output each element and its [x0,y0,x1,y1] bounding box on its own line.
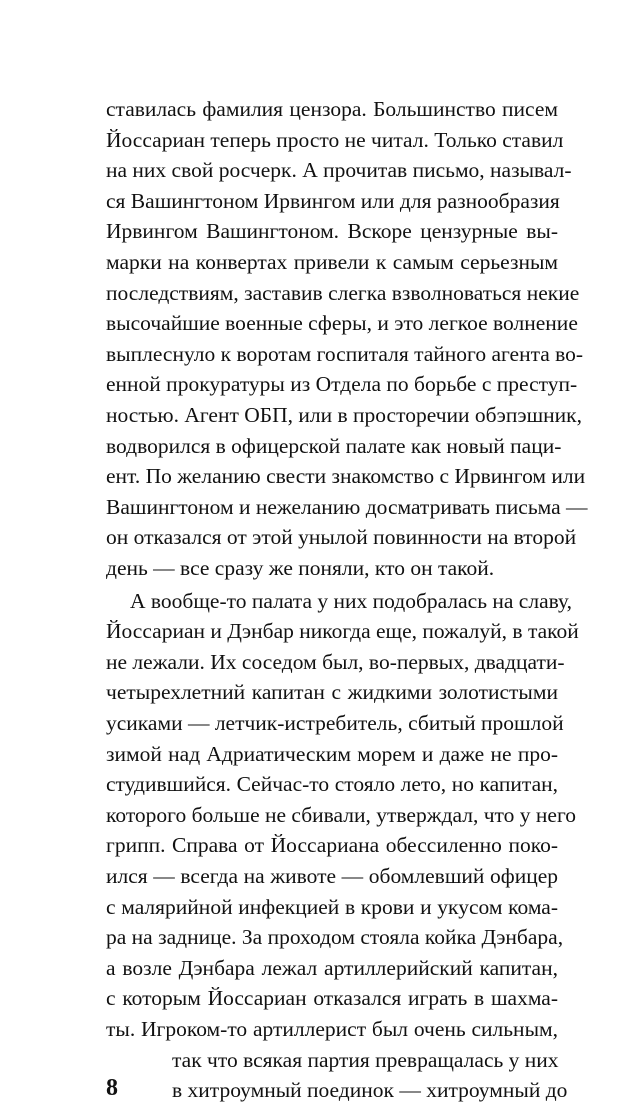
text-line: ра на заднице. За проходом стояла койка Дэнбара, [106,925,564,949]
text-line: ставилась фамилия цензора. Большинство писем [106,97,558,121]
text-line: грипп. Справа от Йоссариана обессиленно поко- [106,833,558,857]
text-line: Вашингтоном и нежеланию досматривать письма — [106,495,588,519]
text-line: которого больше не сбивали, утверждал, что у него [106,803,576,827]
page-number: 8 [106,1075,118,1101]
text-line: с малярийной инфекцией в крови и укусом кома- [106,895,558,919]
text-line: енной прокуратуры из Отдела по борьбе с преступ- [106,372,578,396]
text-line-tail: в хитроумный поединок — хитроумный до [172,1078,568,1102]
text-line: последствиям, заставив слегка взволноваться некие [106,281,580,305]
text-line: ся Вашингтоном Ирвингом или для разнообразия [106,189,560,213]
text-line: ент. По желанию свести знакомство с Ирвингом или [106,464,586,488]
text-line: на них свой росчерк. А прочитав письмо, называл- [106,158,572,182]
text-line: ился — всегда на животе — обомлевший офицер [106,864,558,888]
text-line: водворился в офицерской палате как новый паци- [106,434,562,458]
text-line: день — все сразу же поняли, кто он такой. [106,556,495,580]
text-line: с которым Йоссариан отказался играть в шахма- [106,986,558,1010]
text-line: а возле Дэнбара лежал артиллерийский капитан, [106,956,558,980]
text-line: он отказался от этой унылой повинности на второй [106,525,577,549]
text-line: марки на конвертах привели к самым серьезным [106,250,558,274]
text-line-tail: так что всякая партия превращалась у них [172,1048,559,1072]
text-line: усиками — летчик-истребитель, сбитый прошлой [106,711,564,735]
text-line: студившийся. Сейчас-то стояло лето, но капитан, [106,772,558,796]
text-line: Ирвингом Вашингтоном. Вскоре цензурные вы- [106,219,558,243]
text-line: выплеснуло к воротам госпиталя тайного агента во- [106,342,584,366]
text-line: не лежали. Их соседом был, во-первых, двадцати- [106,650,565,674]
text-line: Йоссариан и Дэнбар никогда еще, пожалуй, в такой [106,619,579,643]
text-line: четырехлетний капитан с жидкими золотистыми [106,680,558,704]
text-line: зимой над Адриатическим морем и даже не про- [106,742,558,766]
text-line: высочайшие военные сферы, и это легкое волнение [106,311,578,335]
text-line: ты. Игроком-то артиллерист был очень сильным, [106,1017,558,1041]
text-line: ностью. Агент ОБП, или в просторечии обэпэшник, [106,403,582,427]
text-line: Йоссариан теперь просто не читал. Только ставил [106,128,564,152]
paragraph-first-line: А вообще-то палата у них подобралась на славу, [130,589,572,613]
